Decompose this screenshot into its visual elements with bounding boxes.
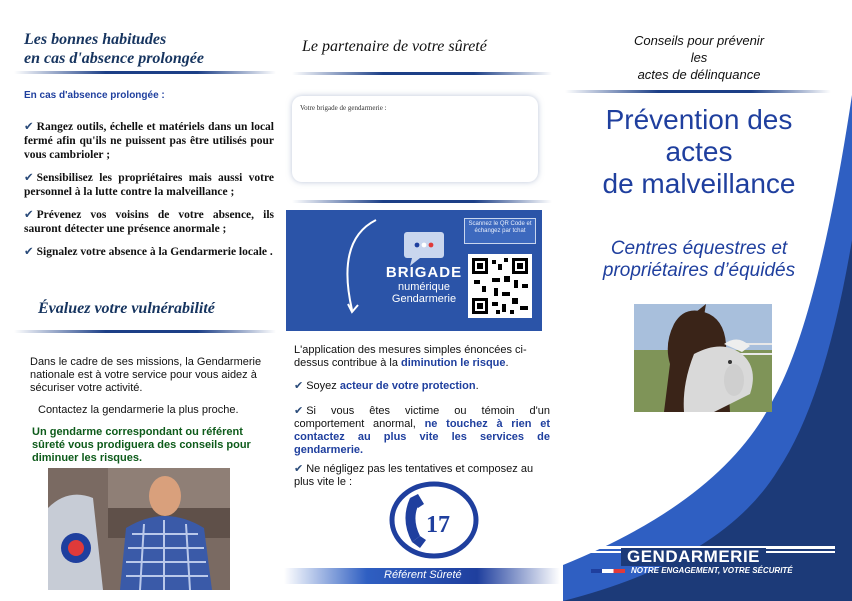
tricolor-flag-icon xyxy=(591,569,625,573)
vuln-rule xyxy=(14,330,276,333)
cover-tagline: Conseils pour prévenir les actes de délinquance xyxy=(633,33,765,82)
title-rule xyxy=(14,71,276,74)
contact-paragraph: Contactez la gendarmerie la plus proche. xyxy=(38,404,239,416)
box-rule xyxy=(292,200,552,203)
victim-bullet: ✔ Si vous êtes victime ou témoin d'un comportement anormal, ne touchez à rien et contactez au plus vite les services de gendarmerie. xyxy=(294,405,550,456)
attempts-bullet: ✔ Ne négligez pas les tentatives et composez au plus vite le : xyxy=(294,463,534,488)
footer-band xyxy=(284,568,560,584)
cover-main-title: Prévention des actes de malveillance xyxy=(602,104,796,199)
vulnerability-title: Évaluez votre vulnérabilité xyxy=(38,300,215,317)
gendarmerie-logo xyxy=(577,542,835,582)
cover-subtitle: Centres équestres et propriétaires d’équidés xyxy=(602,238,796,281)
horses-photo xyxy=(634,304,772,412)
brigade-box-label: Votre brigade de gendarmerie : xyxy=(300,104,387,112)
check-icon: ✔ xyxy=(24,172,34,184)
check-icon: ✔ xyxy=(294,405,304,417)
qr-caption: Scannez le QR Code et échangez par tchat xyxy=(464,218,536,244)
measures-paragraph: L'application des mesures simples énoncées ci-dessus contribue à la diminution le risque. xyxy=(294,344,527,369)
list-item: ✔ Signalez votre absence à la Gendarmerie locale . xyxy=(24,246,273,258)
blue-swoosh xyxy=(563,0,852,601)
column-cover xyxy=(563,0,852,601)
brigade-box xyxy=(292,96,538,182)
emergency-17-badge xyxy=(388,480,480,560)
gendarmerie-motto: NOTRE ENGAGEMENT, VOTRE SÉCURITÉ xyxy=(631,566,793,575)
gendarme-photo xyxy=(48,468,230,590)
referent-surete-label: Référent Sûreté xyxy=(384,569,462,581)
check-icon: ✔ xyxy=(294,380,304,392)
horses-illustration xyxy=(634,304,772,412)
partner-rule xyxy=(292,72,552,75)
check-icon: ✔ xyxy=(24,246,34,258)
gendarmerie-wordmark: GENDARMERIE xyxy=(621,548,766,566)
list-item: ✔ Rangez outils, échelle et matériels dans un local fermé afin qu'ils ne puissent pas être utilisés pour vous cambrioler ; xyxy=(24,121,274,161)
check-icon: ✔ xyxy=(24,121,34,133)
actor-bullet: ✔ Soyez acteur de votre protection. xyxy=(294,380,479,392)
habits-title: Les bonnes habitudes en cas d'absence prolongée xyxy=(24,31,204,67)
habits-list xyxy=(24,120,274,268)
list-item: ✔ Prévenez vos voisins de votre absence, ils sauront détecter une présence anormale ; xyxy=(24,209,274,235)
column-partner xyxy=(284,0,560,601)
brigade-logo-text: BRIGADE numérique Gendarmerie xyxy=(385,264,463,305)
brigade-numerique-banner xyxy=(286,210,542,331)
service-paragraph: Dans le cadre de ses missions, la Gendarmerie nationale est à votre service pour vous aidez à sécuriser votre activité. xyxy=(30,356,262,394)
emergency-number: 17 xyxy=(426,512,450,538)
gendarme-illustration xyxy=(48,468,230,590)
absence-intro: En cas d'absence prolongée : xyxy=(24,90,165,101)
check-icon: ✔ xyxy=(294,463,304,475)
column-habits xyxy=(0,0,282,601)
list-item: ✔ Sensibilisez les propriétaires mais aussi votre personnel à la lutte contre la malveillance ; xyxy=(24,172,274,198)
partner-title: Le partenaire de votre sûreté xyxy=(302,38,487,55)
referent-paragraph: Un gendarme correspondant ou référent sûreté vous prodiguera des conseils pour diminuer les risques. xyxy=(32,426,251,464)
qr-code-icon[interactable] xyxy=(468,254,532,318)
check-icon: ✔ xyxy=(24,209,34,221)
